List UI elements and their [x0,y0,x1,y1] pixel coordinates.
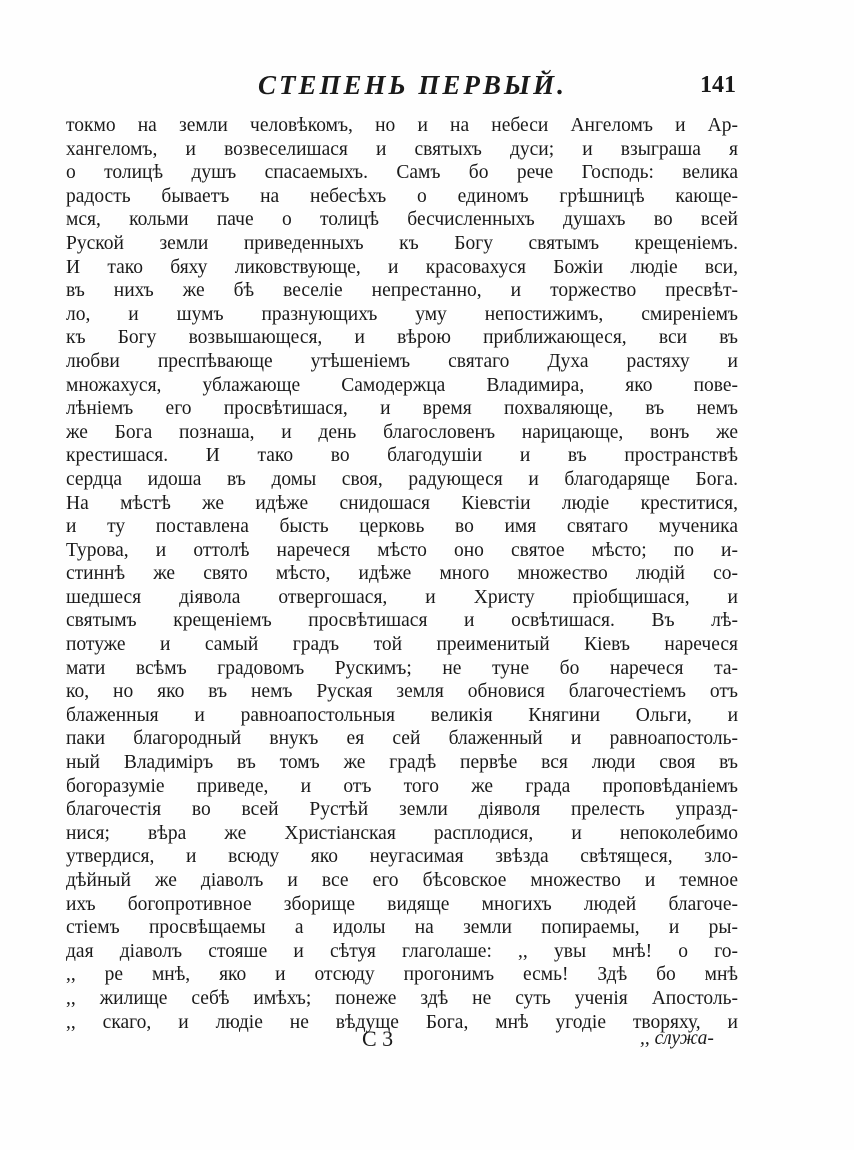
text-line: потуже и самый градъ той преименитый Кіевъ наречеся [66,634,738,656]
text-line: богоразуміе приведе, и отъ того же града проповѣданіемъ [66,775,738,797]
text-line: хангеломъ, и возвеселишася и святыхъ дуси; и взыграша я [66,138,738,160]
text-line: стиннѣ же свято мѣсто, идѣже много множество людій со- [66,563,738,585]
text-line: святымъ крещеніемъ просвѣтишася и освѣтишася. Въ лѣ- [66,610,738,632]
text-line: шедшеся діявола отвергошася, и Христу пріобщишася, и [66,586,738,608]
text-line: дая діаволъ стояше и сѣтуя глаголаше: ,, увы мнѣ! о го- [66,940,738,962]
text-line: радость бываетъ на небесѣхъ о единомъ грѣшницѣ кающе- [66,185,738,207]
page-number: 141 [700,72,736,98]
text-line: сердца идоша въ домы своя, радующеся и благодаряще Бога. [66,468,738,490]
text-line: ко, но яко въ немъ Руская земля обновися благочестіемъ отъ [66,681,738,703]
text-line: ,, ре мнѣ, яко и отсюду прогонимъ есмь! Здѣ бо мнѣ [66,964,738,986]
text-line: мся, кольми паче о толицѣ бесчисленныхъ душахъ во всей [66,209,738,231]
text-line: благочестія во всей Рустѣй земли діяволя прелесть упразд- [66,799,738,821]
text-line: лѣніемъ его просвѣтишася, и время похваляюще, въ немъ [66,398,738,420]
text-line: мати всѣмъ градовомъ Рускимъ; не туне бо наречеся та- [66,657,738,679]
signature-mark: С 3 [362,1026,394,1051]
text-line: ло, и шумъ празнующихъ уму непостижимъ, смиреніемъ [66,303,738,325]
text-line: множахуся, ублажающе Самодержца Владимира, яко пове- [66,374,738,396]
text-line: паки благородный внукъ ея сей блаженный и равноапостоль- [66,728,738,750]
text-line: ихъ богопротивное зборище видяще многихъ людей благоче- [66,893,738,915]
text-line: нися; вѣра же Христіанская расплодися, и непоколебимо [66,822,738,844]
text-line: Турова, и оттолѣ наречеся мѣсто оно святое мѣсто; по и- [66,539,738,561]
text-line: ный Владиміръ въ томъ же градѣ первѣе вся люди своя въ [66,752,738,774]
body-text [66,114,738,1034]
text-line: въ нихъ же бѣ веселіе непрестанно, и торжество пресвѣт- [66,280,738,302]
text-line: И тако бяху ликовствующе, и красовахуся Божіи людіе вси, [66,256,738,278]
running-title: СТЕПЕНЬ ПЕРВЫЙ. [258,70,567,100]
text-line: ,, жилище себѣ имѣхъ; понеже здѣ не суть ученія Апостоль- [66,987,738,1009]
text-line: Руской земли приведенныхъ къ Богу святымъ крещеніемъ. [66,232,738,254]
text-line: ,, скаго, и людіе не вѣдуще Бога, мнѣ угодіе творяху, и [66,1011,738,1033]
text-line: На мѣстѣ же идѣже снидошася Кіевстіи людіе креститися, [66,492,738,514]
text-line: стіемъ просвѣщаемы а идолы на земли попираемы, и ры- [66,917,738,939]
text-line: и ту поставлена бысть церковь во имя святаго мученика [66,516,738,538]
text-line: блаженныя и равноапостольныя великія Княгини Ольги, и [66,704,738,726]
text-line: крестишася. И тако во благодушіи и въ пространствѣ [66,445,738,467]
catchword: ,, служа- [640,1028,714,1049]
text-line: же Бога познаша, и день благословенъ нарицающе, вонъ же [66,421,738,443]
text-line: токмо на земли человѣкомъ, но и на небеси Ангеломъ и Ар- [66,115,738,136]
text-line: дѣйный же діаволъ и все его бѣсовское множество и темное [66,870,738,891]
text-line: къ Богу возвышающеся, и вѣрою приближающеся, вси въ [66,327,738,349]
text-line: о толицѣ душъ спасаемыхъ. Самъ бо рече Господь: велика [66,162,738,184]
text-line: любви преспѣвающе утѣшеніемъ святаго Духа растяху и [66,350,738,372]
text-line: утвердися, и всюду яко неугасимая звѣзда свѣтящеся, зло- [66,846,738,868]
